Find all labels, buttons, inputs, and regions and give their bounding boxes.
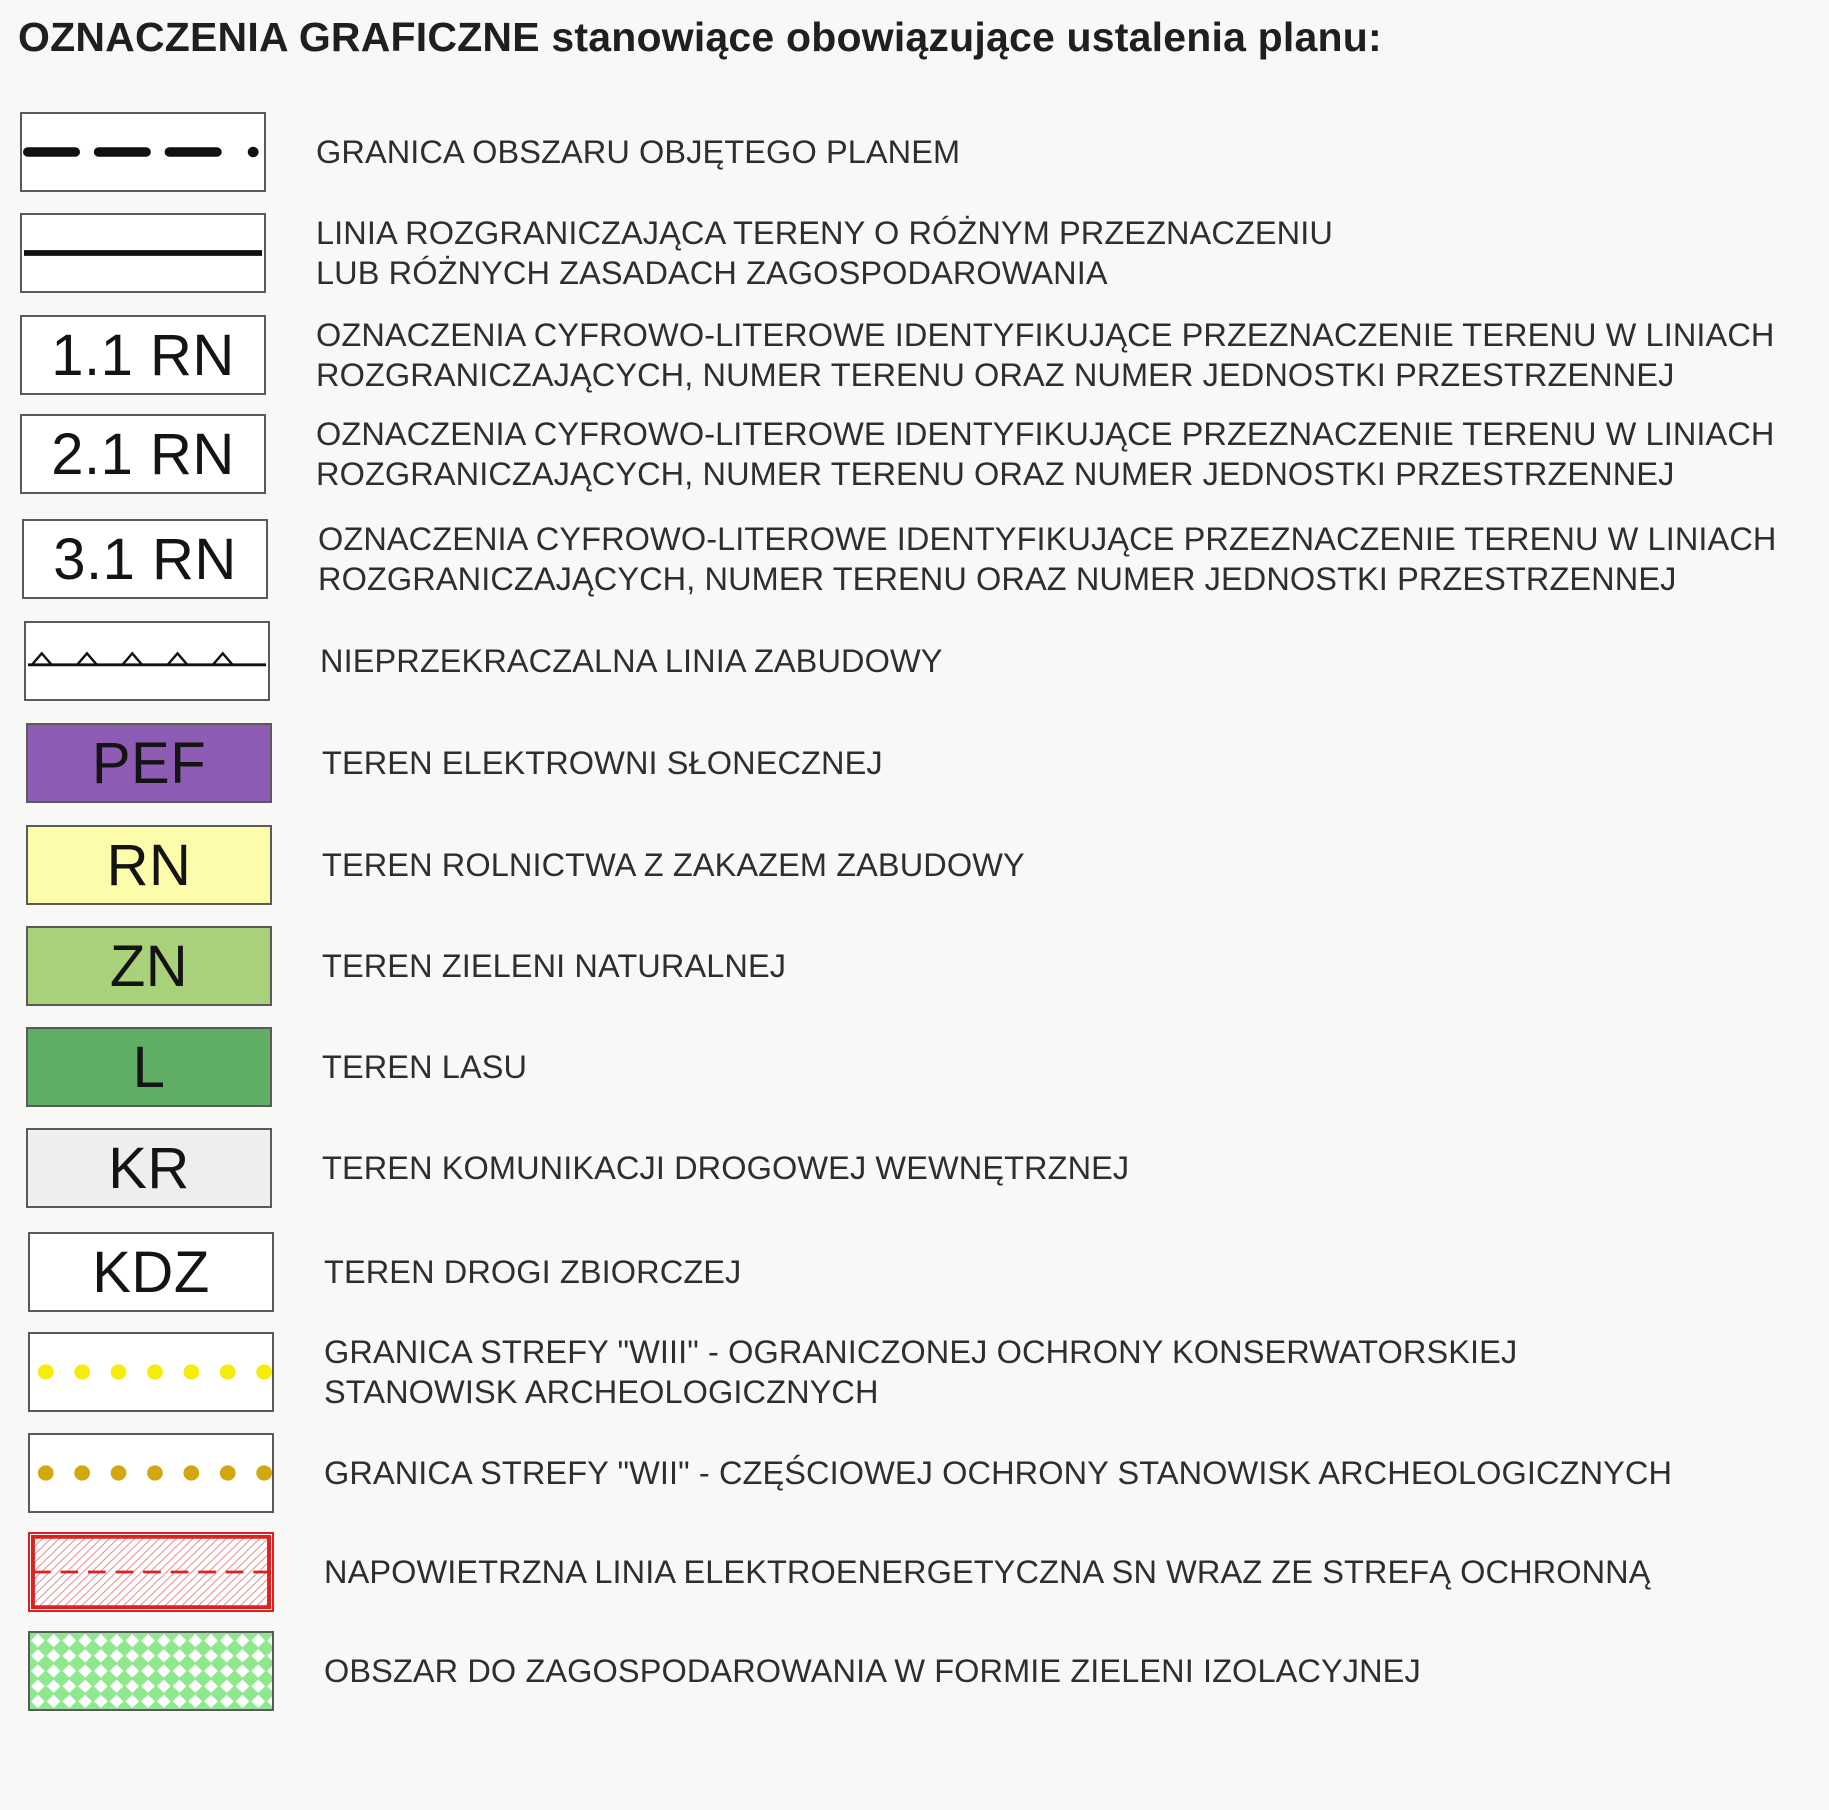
description-line: TEREN ROLNICTWA Z ZAKAZEM ZABUDOWY (322, 847, 1025, 883)
zone-dot (38, 1465, 54, 1480)
legend-row (0, 621, 1829, 705)
legend-row (0, 1332, 1829, 1416)
diamond-fill (30, 1633, 272, 1709)
power-line-icon (30, 1534, 272, 1610)
solid-dividing-line-symbol (20, 213, 266, 293)
legend-row (0, 315, 1829, 399)
legend-description (324, 1453, 1672, 1493)
legend-row (0, 1128, 1829, 1212)
legend-description (316, 315, 1774, 395)
legend-description (324, 1552, 1651, 1592)
zone-dot (256, 1465, 272, 1480)
description-line: TEREN ELEKTROWNI SŁONECZNEJ (322, 745, 883, 781)
code-swatch-rn (26, 825, 272, 905)
dotted-zone-line-symbol (28, 1332, 274, 1412)
land-use-code: 2.1 RN (51, 421, 235, 487)
description-line: OZNACZENIA CYFROWO-LITEROWE IDENTYFIKUJĄCE PRZEZNACZENIE TERENU W LINIACH (316, 416, 1775, 452)
solid-line-icon (22, 215, 264, 291)
dotted-line-icon (30, 1435, 272, 1511)
code-swatch-1-1-rn (20, 315, 266, 395)
legend-description (322, 743, 883, 783)
description-line: NAPOWIETRZNA LINIA ELEKTROENERGETYCZNA SN WRAZ ZE STREFĄ OCHRONNĄ (324, 1554, 1651, 1590)
legend-row (0, 213, 1829, 297)
zone-dot (256, 1364, 272, 1379)
legend-row (0, 414, 1829, 498)
description-line: ROZGRANICZAJĄCYCH, NUMER TERENU ORAZ NUMER JEDNOSTKI PRZESTRZENNEJ (318, 561, 1677, 597)
legend-row (0, 1532, 1829, 1616)
description-line: OZNACZENIA CYFROWO-LITEROWE IDENTYFIKUJĄCE PRZEZNACZENIE TERENU W LINIACH (318, 521, 1777, 557)
diamond-pattern-icon (30, 1633, 272, 1709)
dashed-line-icon (22, 114, 264, 190)
description-line: TEREN LASU (322, 1049, 528, 1085)
building-line-tooth (77, 653, 97, 664)
description-line: LINIA ROZGRANICZAJĄCA TERENY O RÓŻNYM PRZEZNACZENIU (316, 215, 1333, 251)
description-line: TEREN KOMUNIKACJI DROGOWEJ WEWNĘTRZNEJ (322, 1150, 1130, 1186)
land-use-code: 3.1 RN (53, 526, 237, 592)
building-line-tooth (168, 653, 188, 664)
land-use-code: PEF (91, 730, 207, 796)
legend-description (320, 641, 943, 681)
land-use-code: L (132, 1034, 166, 1100)
legend-description (316, 414, 1774, 494)
code-swatch-kr (26, 1128, 272, 1208)
legend-description (318, 519, 1776, 599)
legend-description (322, 946, 786, 986)
legend-row (0, 112, 1829, 196)
description-line: STANOWISK ARCHEOLOGICZNYCH (324, 1374, 879, 1410)
zone-dot (183, 1465, 199, 1480)
zone-dot (147, 1364, 163, 1379)
legend-description (322, 1148, 1129, 1188)
legend-row (0, 926, 1829, 1010)
dash-dot (248, 147, 259, 157)
description-line: LUB RÓŻNYCH ZASADACH ZAGOSPODAROWANIA (316, 255, 1108, 291)
description-line: TEREN ZIELENI NATURALNEJ (322, 948, 787, 984)
legend-description (324, 1651, 1421, 1691)
building-line-icon (26, 623, 268, 699)
description-line: OZNACZENIA CYFROWO-LITEROWE IDENTYFIKUJĄCE PRZEZNACZENIE TERENU W LINIACH (316, 317, 1775, 353)
zone-dot (74, 1364, 90, 1379)
legend-row (0, 519, 1829, 603)
dashed-boundary-line-symbol (20, 112, 266, 192)
legend-row (0, 1433, 1829, 1517)
description-line: TEREN DROGI ZBIORCZEJ (324, 1254, 742, 1290)
land-use-code: KDZ (92, 1239, 210, 1305)
building-line-tooth (32, 653, 52, 664)
land-use-code: RN (106, 832, 192, 898)
zone-dot (147, 1465, 163, 1480)
zone-dot (74, 1465, 90, 1480)
legend-row (0, 1027, 1829, 1111)
building-line-tooth (122, 653, 142, 664)
description-line: ROZGRANICZAJĄCYCH, NUMER TERENU ORAZ NUMER JEDNOSTKI PRZESTRZENNEJ (316, 456, 1675, 492)
description-line: GRANICA STREFY "WII" - CZĘŚCIOWEJ OCHRONY STANOWISK ARCHEOLOGICZNYCH (324, 1455, 1673, 1491)
description-line: ROZGRANICZAJĄCYCH, NUMER TERENU ORAZ NUMER JEDNOSTKI PRZESTRZENNEJ (316, 357, 1675, 393)
description-line: NIEPRZEKRACZALNA LINIA ZABUDOWY (320, 643, 943, 679)
dotted-line-icon (30, 1334, 272, 1410)
legend-row (0, 1232, 1829, 1316)
building-line-symbol (24, 621, 270, 701)
building-line-tooth (213, 653, 233, 664)
description-line: GRANICA OBSZARU OBJĘTEGO PLANEM (316, 134, 961, 170)
zone-dot (111, 1465, 127, 1480)
legend-description (324, 1332, 1517, 1412)
land-use-code: 1.1 RN (51, 322, 235, 388)
description-line: GRANICA STREFY "WIII" - OGRANICZONEJ OCHRONY KONSERWATORSKIEJ (324, 1334, 1518, 1370)
code-swatch-kdz (28, 1232, 274, 1312)
zone-dot (220, 1465, 236, 1480)
legend-title: OZNACZENIA GRAFICZNE stanowiące obowiązujące ustalenia planu: (18, 14, 1382, 60)
land-use-code: KR (108, 1135, 190, 1201)
code-swatch-zn (26, 926, 272, 1006)
legend-description (316, 132, 960, 172)
legend-row (0, 723, 1829, 807)
legend-row (0, 825, 1829, 909)
legend-description (322, 1047, 527, 1087)
legend-description (324, 1252, 741, 1292)
code-swatch-3-1-rn (22, 519, 268, 599)
power-line-zone-symbol (28, 1532, 274, 1612)
zone-dot (183, 1364, 199, 1379)
zone-dot (38, 1364, 54, 1379)
code-swatch-2-1-rn (20, 414, 266, 494)
land-use-code: ZN (109, 933, 189, 999)
code-swatch-l (26, 1027, 272, 1107)
description-line: OBSZAR DO ZAGOSPODAROWANIA W FORMIE ZIELENI IZOLACYJNEJ (324, 1653, 1421, 1689)
legend-row (0, 1631, 1829, 1715)
isolation-green-symbol (28, 1631, 274, 1711)
legend-description (322, 845, 1025, 885)
zone-dot (220, 1364, 236, 1379)
code-swatch-pef (26, 723, 272, 803)
zone-dot (111, 1364, 127, 1379)
legend-description (316, 213, 1333, 293)
dotted-zone-line-symbol (28, 1433, 274, 1513)
